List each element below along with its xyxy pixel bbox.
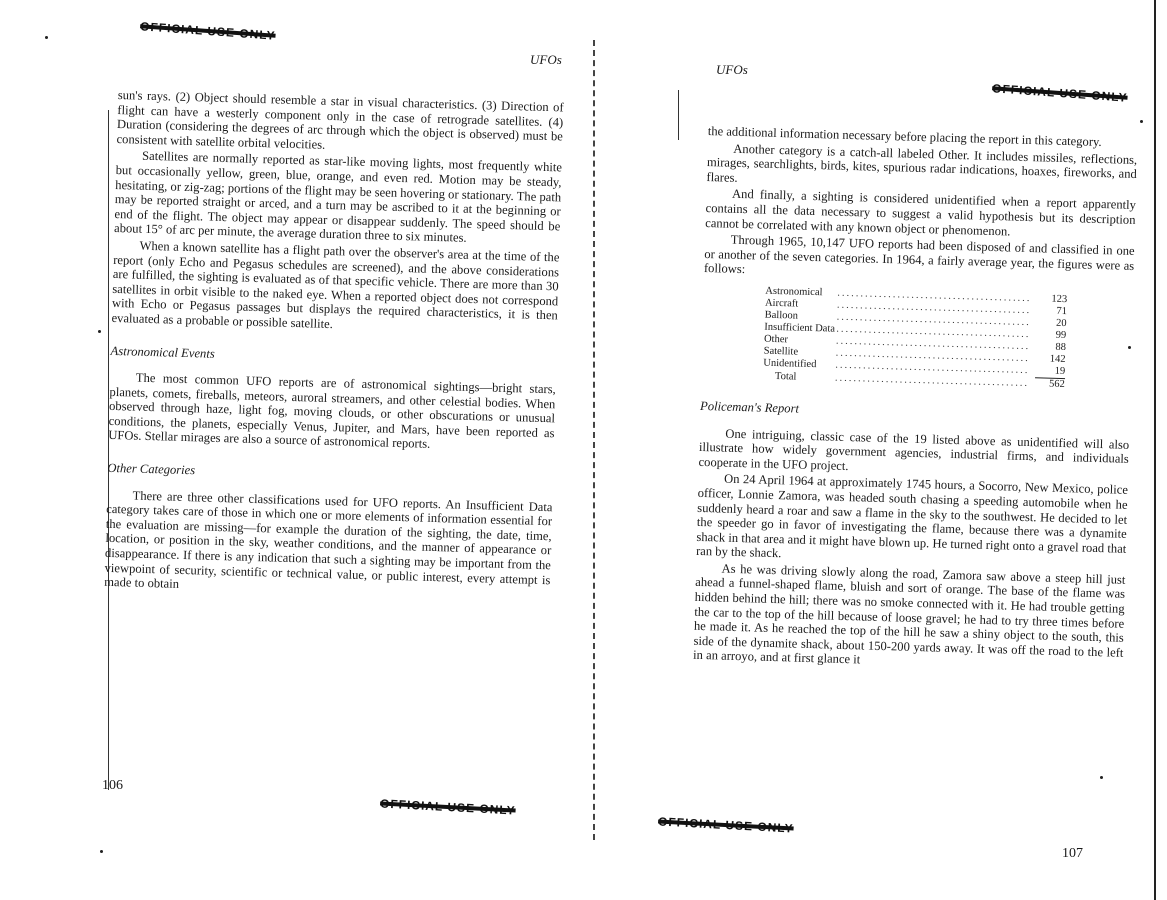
paragraph: As he was driving slowly along the road, Zamora saw above a steep hill just ahead a funnel-shaped flame, bluish and sort of orange. The base of the flame was hidden behind the hill; there was no smoke connected with it. He had trouble getting the car to the top of the hill because of loose gravel; he had to try three times before he made it. As he reached the top of the hill he saw a shiny object to the south, this side of the dynamite shack, about 150-200 yards away. It was off the road to the left in an arroyo, and at first glance it bbox=[692, 561, 1126, 667]
stat-value: 142 bbox=[1049, 353, 1066, 366]
stat-value: 99 bbox=[1055, 329, 1067, 342]
paragraph: When a known satellite has a flight path over the observer's area at the time of the report (only Echo and Pegasus schedules are screened), and the above considerations are fulfilled, the sighting is evaluated as of that specific vehicle. There are more than 30 satellites in orbit visible to the naked eye. When a reported object does not correspond with Echo or Pegasus passages but displays the required characteristics, it is then evaluated as a probable or possible satellite. bbox=[111, 238, 560, 331]
page-number: 106 bbox=[102, 778, 123, 793]
paragraph: On 24 April 1964 at approximately 1745 hours, a Socorro, New Mexico, police officer, Lonnie Zamora, was headed south chasing a speeding automobile when he suddenly heard a roar and saw a flame in the sky to the southwest. He decided to let the speeder go in favor of investigating the flame, because there was a dynamite shack in that area and it might have blown up. He turned right onto a gravel road that ran by the shack. bbox=[695, 471, 1129, 561]
left-text-column bbox=[104, 88, 564, 604]
paragraph: Satellites are normally reported as star-like moving lights, most frequently white but occasionally yellow, green, blue, orange, and even red. Motion may be steady, hesitating, or zig-zag; portions of the flight may be seen hovering or stationary. The path may be reported straight or arced, and a turn may be ascribed to it at the beginning or end of the flight. The object may appear or disappear suddenly. The speed should be about 15° of arc per minute, the average duration three to six minutes. bbox=[113, 149, 563, 246]
paragraph: sun's rays. (2) Object should resemble a star in visual characteristics. (3) Direction of flight can have a westerly component only in the case of retrograde satellites. (4) Duration (considering the degrees of arc through which the object is observed) must be consistent with satellite orbital velocities. bbox=[116, 88, 564, 152]
scan-speck bbox=[1140, 120, 1143, 123]
paragraph: The most common UFO reports are of astronomical sightings—bright stars, planets, comets, fireballs, meteors, auroral streamers, and other celestial bodies. When observed through haze, light fog, moving clouds, or other obscurations or unusual conditions, the planets, especially Venus, Jupiter, and Mars, have been reported as UFOs. Stellar mirages are also a source of astronomical reports. bbox=[108, 370, 556, 452]
stat-total-value: 562 bbox=[1035, 378, 1065, 391]
right-text-column bbox=[693, 124, 1138, 677]
scan-speck bbox=[1100, 776, 1103, 779]
stat-category: Insufficient Data bbox=[764, 321, 836, 335]
table-row: Aircraft .......................................... 71 bbox=[764, 297, 1068, 318]
paragraph: There are three other classifications used for UFO reports. An Insufficient Data category takes care of those in which one or more elements of information essential for the evaluation are missing—for example the duration of the sighting, the date, time, location, or position in the sky, weather conditions, and the manner of appearance or disappearance. If there is any indication that such a sighting may be important from the viewpoint of security, scientific or technical value, or public interest, every attempt is made to obtain bbox=[104, 488, 553, 592]
stat-value: 123 bbox=[1051, 293, 1068, 306]
table-row: Satellite .......................................... 142 bbox=[763, 345, 1066, 366]
stat-value: 20 bbox=[1055, 317, 1067, 330]
paragraph: One intriguing, classic case of the 19 listed above as unidentified will also illustrate how widely government agencies, industrial firms, and individuals cooperate in the UFO project. bbox=[698, 426, 1130, 473]
stat-total-label: Total bbox=[774, 370, 797, 383]
stat-category: Unidentified bbox=[763, 357, 817, 371]
scan-speck bbox=[100, 850, 103, 853]
section-heading-policeman: Policeman's Report bbox=[699, 398, 800, 416]
table-row: Unidentified .......................................... 19 bbox=[763, 357, 1066, 378]
scan-speck bbox=[1128, 346, 1131, 349]
running-head: UFOs bbox=[530, 52, 562, 67]
stat-category: Astronomical bbox=[765, 285, 823, 299]
official-use-stamp-top: OFFICIAL USE ONLY bbox=[139, 19, 277, 43]
page-number: 107 bbox=[1062, 846, 1083, 861]
table-row: Insufficient Data .......................................... 99 bbox=[764, 321, 1067, 342]
margin-rule bbox=[678, 90, 679, 140]
stat-category: Satellite bbox=[763, 345, 799, 358]
table-row-total: Total .......................................... 562 bbox=[763, 370, 1065, 391]
section-heading-astronomical: Astronomical Events bbox=[110, 343, 215, 361]
stat-category: Other bbox=[763, 333, 789, 346]
paragraph: Another category is a catch-all labeled Other. It includes missiles, reflections, mirages, searchlights, birds, kites, spurious radar indications, hoaxes, fireworks, and flares. bbox=[706, 141, 1138, 185]
table-row: Other .......................................... 88 bbox=[763, 333, 1067, 354]
book-gutter bbox=[593, 40, 595, 840]
stat-category: Balloon bbox=[764, 309, 799, 322]
official-use-stamp-bottom: OFFICIAL USE ONLY bbox=[379, 796, 516, 818]
statistics-table bbox=[763, 286, 1068, 391]
running-head: UFOs bbox=[716, 62, 748, 77]
right-page bbox=[600, 0, 1167, 900]
scan-speck bbox=[45, 36, 48, 39]
stat-value: 19 bbox=[1054, 365, 1066, 378]
paragraph: And finally, a sighting is considered unidentified when a report apparently contains all the data necessary to suggest a valid hypothesis but its description cannot be correlated with any known object or phenomenon. bbox=[705, 187, 1137, 239]
paragraph: the additional information necessary before placing the report in this category. bbox=[707, 124, 1102, 149]
stat-value: 71 bbox=[1056, 305, 1068, 318]
section-heading-other: Other Categories bbox=[107, 460, 196, 478]
stat-value: 88 bbox=[1055, 341, 1067, 354]
official-use-stamp-bottom: OFFICIAL USE ONLY bbox=[657, 814, 794, 836]
scan-speck bbox=[98, 330, 101, 333]
table-row: Astronomical .......................................... 123 bbox=[765, 285, 1068, 306]
table-row: Balloon .......................................... 20 bbox=[764, 309, 1067, 330]
paragraph: Through 1965, 10,147 UFO reports had been disposed of and classified in one or another of the seven categories. In 1964, a fairly average year, the figures were as follows: bbox=[703, 232, 1135, 277]
stat-category: Aircraft bbox=[764, 297, 799, 310]
official-use-stamp-top: OFFICIAL USE ONLY bbox=[991, 81, 1129, 105]
page-edge bbox=[1154, 0, 1156, 900]
